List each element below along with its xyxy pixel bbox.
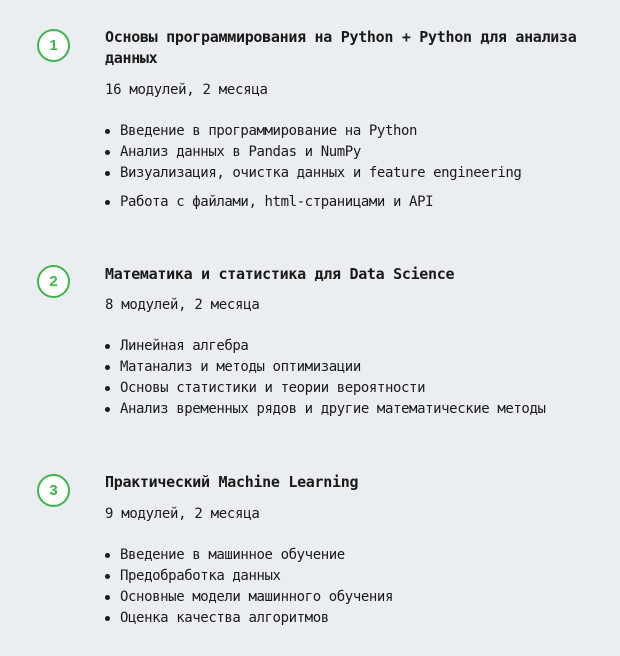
module-number-badge <box>37 474 70 507</box>
module-number: 1 <box>49 37 58 54</box>
list-item: Основы статистики и теории вероятности <box>105 378 615 399</box>
bullet-icon <box>105 365 110 370</box>
list-item: Анализ временных рядов и другие математические методы <box>105 399 615 420</box>
bullet-icon <box>105 386 110 391</box>
module-title: Практический Machine Learning <box>105 473 359 491</box>
list-item: Визуализация, очистка данных и feature engineering <box>105 163 615 184</box>
list-item: Введение в программирование на Python <box>105 121 615 142</box>
module-topic-list <box>105 121 615 213</box>
module-number: 3 <box>49 482 58 499</box>
bullet-icon <box>105 344 110 349</box>
list-item: Работа с файлами, html-страницами и API <box>105 192 615 213</box>
bullet-icon <box>105 616 110 621</box>
bullet-icon <box>105 553 110 558</box>
bullet-icon <box>105 574 110 579</box>
list-item: Предобработка данных <box>105 566 615 587</box>
module-meta: 9 модулей, 2 месяца <box>105 506 260 522</box>
bullet-icon <box>105 171 110 176</box>
module-content <box>105 264 615 420</box>
bullet-icon <box>105 595 110 600</box>
bullet-icon <box>105 200 110 205</box>
bullet-icon <box>105 407 110 412</box>
module-number: 2 <box>49 273 58 290</box>
module-topic-list <box>105 545 615 629</box>
module-title: Основы программирования на Python + Python для анализа данных <box>105 28 577 67</box>
bullet-icon <box>105 150 110 155</box>
module-number-badge <box>37 29 70 62</box>
module-content <box>105 472 615 629</box>
module-meta: 16 модулей, 2 месяца <box>105 82 268 98</box>
module-number-badge <box>37 265 70 298</box>
module-content <box>105 27 615 213</box>
module-topic-list <box>105 336 615 420</box>
list-item: Оценка качества алгоритмов <box>105 608 615 629</box>
list-item: Анализ данных в Pandas и NumPy <box>105 142 615 163</box>
list-item: Матанализ и методы оптимизации <box>105 357 615 378</box>
list-item: Введение в машинное обучение <box>105 545 615 566</box>
bullet-icon <box>105 129 110 134</box>
module-meta: 8 модулей, 2 месяца <box>105 297 260 313</box>
list-item: Линейная алгебра <box>105 336 615 357</box>
list-item: Основные модели машинного обучения <box>105 587 615 608</box>
module-title: Математика и статистика для Data Science <box>105 265 455 283</box>
